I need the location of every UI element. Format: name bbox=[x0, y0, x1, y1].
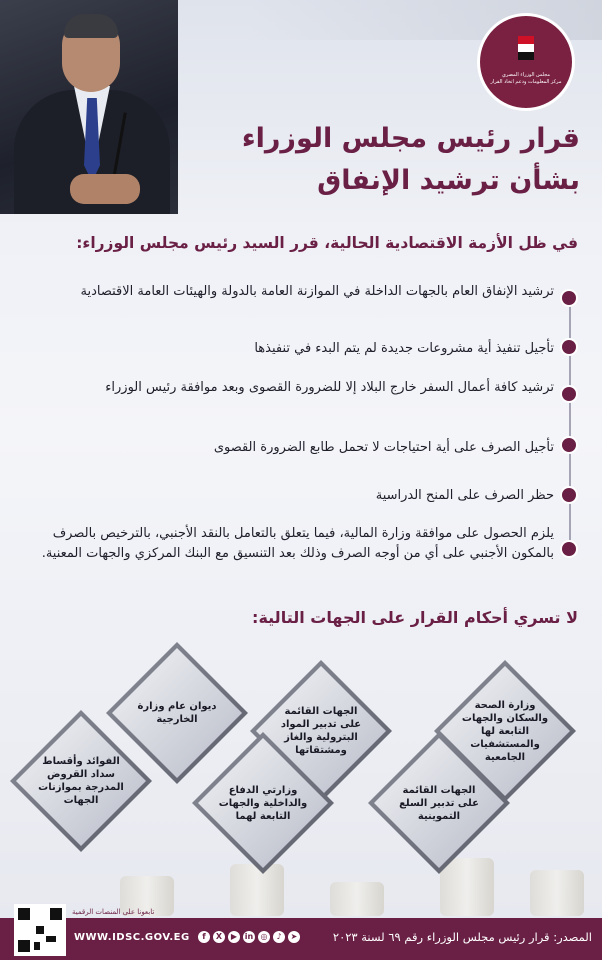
timeline-dot bbox=[562, 291, 576, 305]
exception-diamond: ديوان عام وزارة الخارجية bbox=[112, 648, 242, 778]
follow-us-label: تابعونا على المنصات الرقمية bbox=[72, 908, 155, 916]
decision-item: ترشيد كافة أعمال السفر خارج البلاد إلا للضرورة القصوى وبعد موافقة رئيس الوزراء bbox=[105, 380, 554, 395]
decision-item: ترشيد الإنفاق العام بالجهات الداخلة في الموازنة العامة بالدولة والهيئات العامة الاقتصادية bbox=[80, 284, 554, 299]
exception-diamond: وزارتي الدفاع والداخلية والجهات التابعة لهما bbox=[198, 738, 328, 868]
title-line-1: قرار رئيس مجلس الوزراء bbox=[241, 123, 580, 154]
timeline-line bbox=[569, 292, 571, 554]
x-icon[interactable]: X bbox=[213, 931, 225, 943]
timeline-dot bbox=[562, 340, 576, 354]
qr-code[interactable] bbox=[14, 904, 66, 956]
timeline-dot bbox=[562, 387, 576, 401]
exceptions-heading: لا تسري أحكام القرار على الجهات التالية: bbox=[252, 608, 578, 627]
cabinet-logo bbox=[480, 16, 572, 108]
page-title bbox=[200, 118, 580, 202]
decision-item: تأجيل تنفيذ أية مشروعات جديدة لم يتم البدء في تنفيذها bbox=[254, 341, 554, 356]
telegram-icon[interactable]: ➤ bbox=[288, 931, 300, 943]
prime-minister-photo bbox=[0, 0, 178, 214]
title-line-2: بشأن ترشيد الإنفاق bbox=[317, 165, 580, 196]
website-link[interactable]: WWW.IDSC.GOV.EG bbox=[74, 932, 190, 943]
source-text: المصدر: قرار رئيس مجلس الوزراء رقم ٦٩ لسنة ٢٠٢٣ bbox=[332, 930, 592, 944]
exception-diamond: وزارة الصحة والسكان والجهات التابعة لها والمستشفيات الجامعية bbox=[440, 666, 570, 796]
decision-item: حظر الصرف على المنح الدراسية bbox=[375, 488, 554, 503]
facebook-icon[interactable]: f bbox=[198, 931, 210, 943]
youtube-icon[interactable]: ▶ bbox=[228, 931, 240, 943]
timeline-dot bbox=[562, 438, 576, 452]
linkedin-icon[interactable]: in bbox=[244, 932, 254, 941]
timeline-dot bbox=[562, 488, 576, 502]
decision-item: تأجيل الصرف على أية احتياجات لا تحمل طابع الضرورة القصوى bbox=[213, 440, 554, 455]
social-icons bbox=[198, 931, 300, 943]
egypt-flag-icon bbox=[518, 36, 534, 60]
intro-heading: في ظل الأزمة الاقتصادية الحالية، قرر السيد رئيس مجلس الوزراء: bbox=[76, 234, 578, 252]
decision-item: يلزم الحصول على موافقة وزارة المالية، فيما يتعلق بالتعامل بالنقد الأجنبي، بالترخيص بالصرف بالمكون الأجنبي على أي من أوجه الصرف وذلك بعد التنسيق مع البنك المركزي والجهات المعنية. bbox=[41, 526, 554, 561]
exception-diamond: الجهات القائمة على تدبير المواد البترولية والغاز ومشتقاتها bbox=[256, 666, 386, 796]
exception-diamond: الفوائد وأقساط سداد القروض المدرجة بموازنات الجهات bbox=[16, 716, 146, 846]
header bbox=[0, 0, 602, 218]
instagram-icon[interactable]: ◎ bbox=[258, 931, 270, 943]
exception-diamond: الجهات القائمة على تدبير السلع التموينية bbox=[374, 738, 504, 868]
timeline-dot bbox=[562, 542, 576, 556]
tiktok-icon[interactable]: ♪ bbox=[273, 931, 285, 943]
logo-text: مجلس الوزراء المصري مركز المعلومات ودعم اتخاذ القرار bbox=[490, 72, 562, 85]
